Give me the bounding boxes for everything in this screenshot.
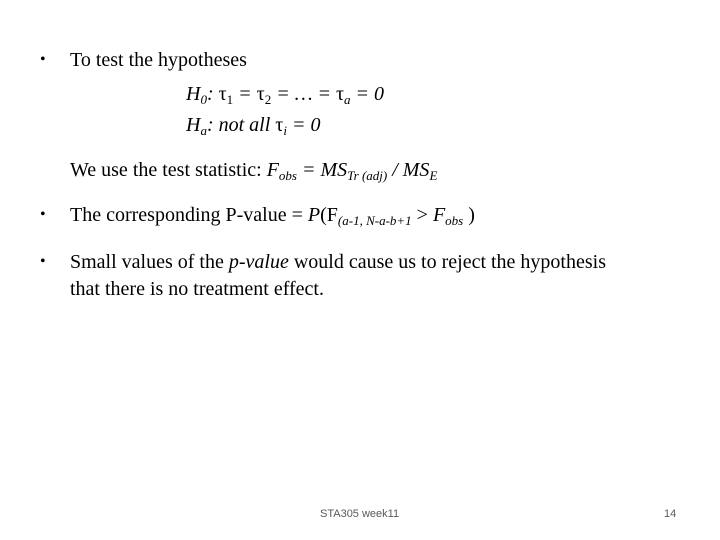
alternative-hypothesis: $H_a$: not all $\tau_i = 0$ [186,114,321,138]
null-hypothesis: $H_0$: $\tau_1 = \tau_2$ = … = $\tau_a = 0$ [186,83,385,107]
bullet-1-text: To test the hypotheses [70,49,247,71]
page-number: 14 [664,508,677,520]
test-statistic-line: We use the test statistic: $F_{obs} = MS_{Tr (adj)} / MS_E$ [70,159,438,183]
bullet-1-dot: • [40,51,46,68]
bullet-2-dot: • [40,206,46,223]
bullet-3-dot: • [40,253,46,270]
footer-course: STA305 week11 [320,508,400,520]
bullet-3-line-1: Small values of the p-value would cause us to reject the hypothesis [70,251,606,273]
p-value-line: The corresponding P-value = $P(F_{(a-1, N-a-b+1} > F_{obs}$ ) [70,204,475,228]
bullet-3-line-2: that there is no treatment effect. [70,278,324,300]
